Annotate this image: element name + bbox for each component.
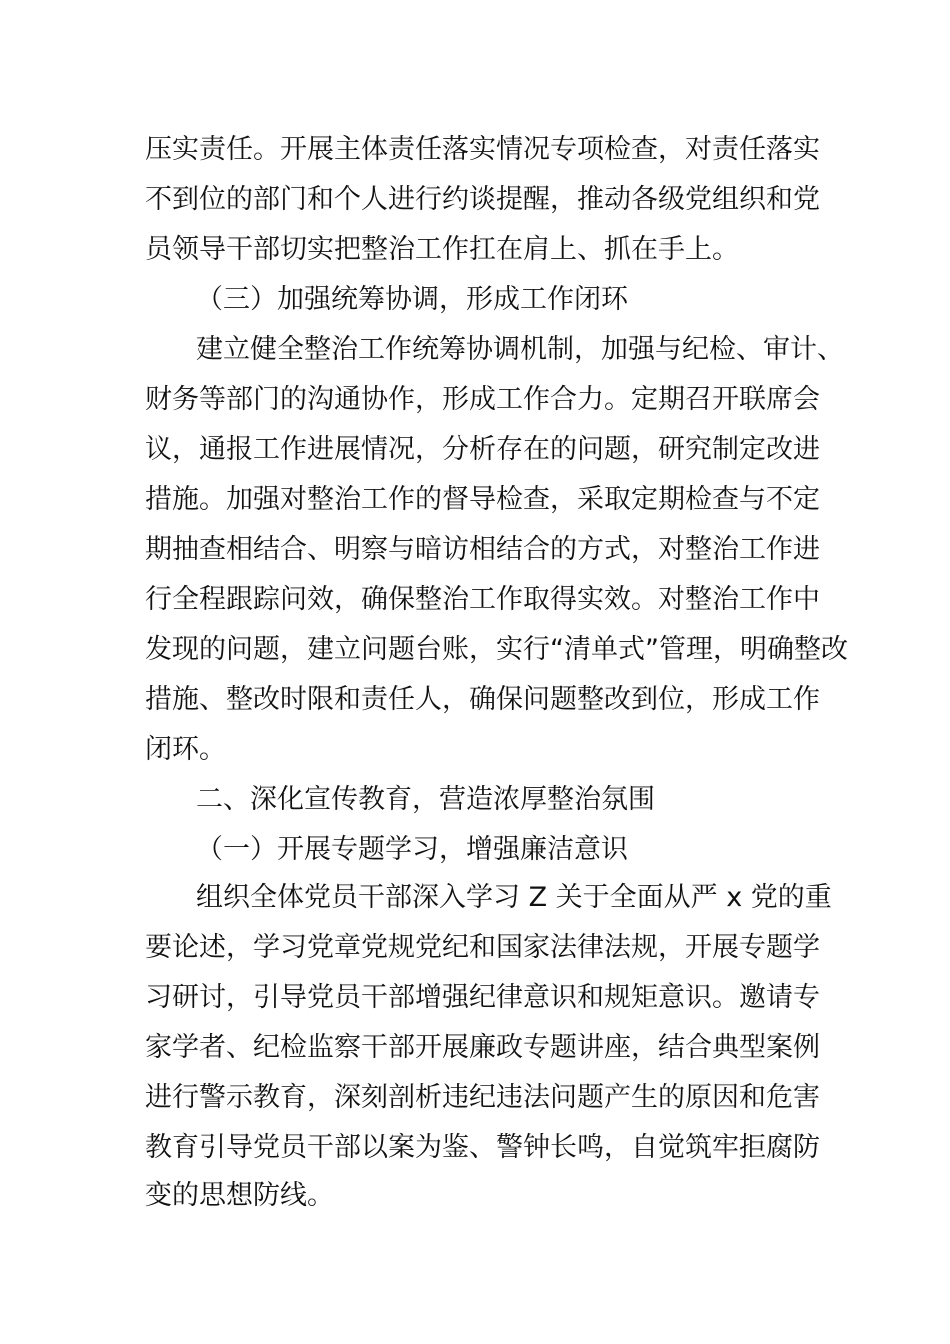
- paragraph-line: 压实责任。开展主体责任落实情况专项检查，对责任落实: [145, 134, 820, 165]
- paragraph-line: 议，通报工作进展情况，分析存在的问题，研究制定改进: [145, 434, 820, 465]
- paragraph-line: 不到位的部门和个人进行约谈提醒，推动各级党组织和党: [145, 184, 820, 215]
- paragraph-line: 进行警示教育，深刻剖析违纪违法问题产生的原因和危害: [145, 1082, 820, 1113]
- section-heading: （三）加强统筹协调，形成工作闭环: [196, 284, 628, 315]
- paragraph-line: 措施。加强对整治工作的督导检查，采取定期检查与不定: [145, 484, 820, 515]
- paragraph-line: 闭环。: [145, 734, 226, 765]
- paragraph-line: 建立健全整治工作统筹协调机制，加强与纪检、审计、: [196, 334, 844, 365]
- paragraph-line: 习研讨，引导党员干部增强纪律意识和规矩意识。邀请专: [145, 982, 820, 1013]
- paragraph-line: 员领导干部切实把整治工作扛在肩上、抓在手上。: [145, 234, 739, 265]
- paragraph-line: 财务等部门的沟通协作，形成工作合力。定期召开联席会: [145, 384, 820, 415]
- paragraph-line: 行全程跟踪问效，确保整治工作取得实效。对整治工作中: [145, 584, 820, 615]
- paragraph-line: 发现的问题，建立问题台账，实行“清单式”管理，明确整改: [145, 634, 848, 665]
- paragraph-line: 变的思想防线。: [145, 1180, 334, 1211]
- paragraph-line: 组织全体党员干部深入学习 Z 关于全面从严 x 党的重: [196, 882, 832, 913]
- section-heading: （一）开展专题学习，增强廉洁意识: [196, 834, 628, 865]
- chapter-heading: 二、深化宣传教育，营造浓厚整治氛围: [196, 784, 655, 815]
- paragraph-line: 措施、整改时限和责任人，确保问题整改到位，形成工作: [145, 684, 820, 715]
- paragraph-line: 教育引导党员干部以案为鉴、警钟长鸣，自觉筑牢拒腐防: [145, 1132, 820, 1163]
- paragraph-line: 要论述，学习党章党规党纪和国家法律法规，开展专题学: [145, 932, 820, 963]
- paragraph-line: 期抽查相结合、明察与暗访相结合的方式，对整治工作进: [145, 534, 820, 565]
- paragraph-line: 家学者、纪检监察干部开展廉政专题讲座，结合典型案例: [145, 1032, 820, 1063]
